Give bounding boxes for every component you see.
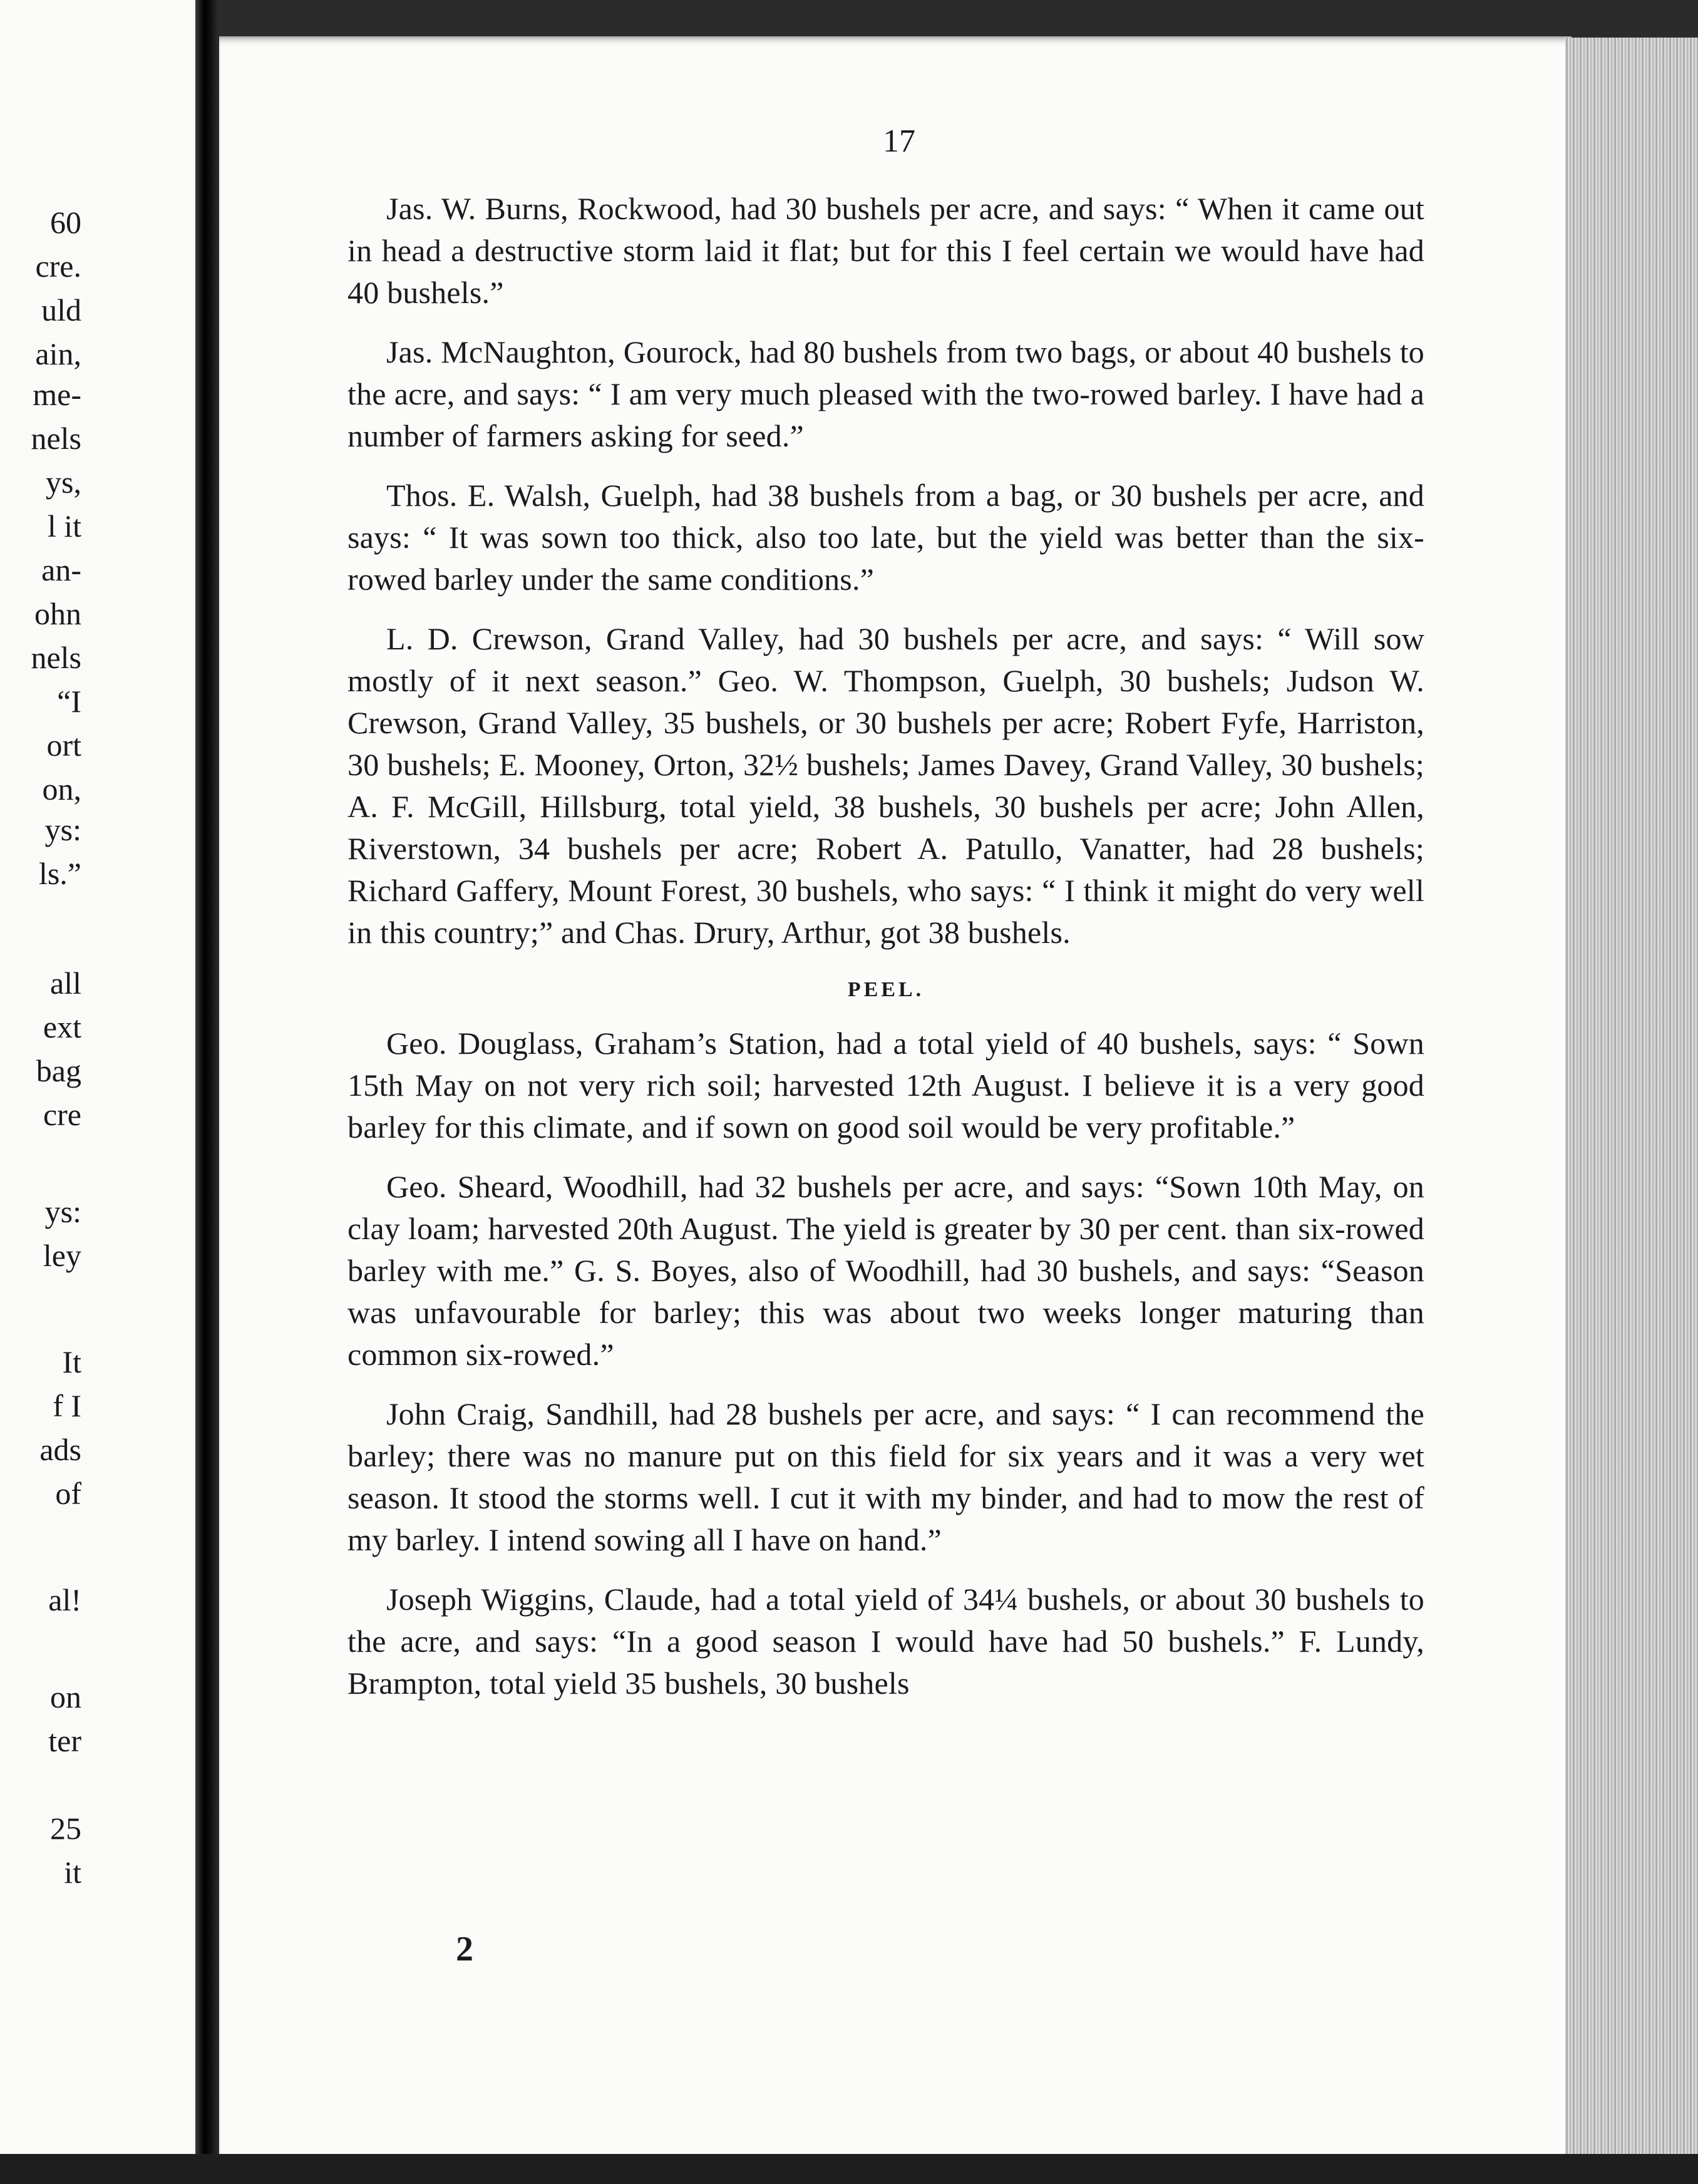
left-page-text-fragment: ain, bbox=[35, 336, 81, 371]
left-page-text-fragment: f I bbox=[53, 1388, 81, 1423]
left-page-text-fragment: “I bbox=[57, 684, 81, 719]
left-page-text-fragment: ys, bbox=[46, 465, 81, 500]
previous-page-fragment bbox=[0, 0, 200, 2184]
left-page-text-fragment: ext bbox=[43, 1009, 81, 1044]
page-text bbox=[347, 188, 1424, 1722]
left-page-text-fragment: ter bbox=[48, 1723, 81, 1758]
left-page-text-fragment: 60 bbox=[50, 205, 81, 240]
left-page-text-fragment: of bbox=[55, 1476, 81, 1511]
left-page-text-fragment: nels bbox=[31, 640, 81, 675]
left-page-text-fragment: ohn bbox=[34, 596, 81, 631]
left-page-text-fragment: It bbox=[62, 1344, 81, 1379]
left-page-text-fragment: it bbox=[64, 1855, 81, 1890]
left-page-text-fragment: an- bbox=[41, 552, 81, 587]
left-page-text-fragment: ort bbox=[46, 728, 81, 763]
book-gutter bbox=[195, 0, 218, 2184]
page-edges bbox=[1565, 38, 1698, 2160]
scan-bottom-edge bbox=[0, 2154, 1698, 2184]
paragraph: Jas. W. Burns, Rockwood, had 30 bushels per acre, and says: “ When it came out in head a destructive storm laid it flat; but for this I feel certain we would have had 40 bushels.” bbox=[347, 191, 1424, 310]
left-page-text-fragment: ys: bbox=[44, 812, 81, 847]
left-page-text-fragment: al! bbox=[48, 1582, 81, 1617]
paragraph: L. D. Crewson, Grand Valley, had 30 bushels per acre, and says: “ Will sow mostly of it next season.” Geo. W. Thompson, Guelph, 30 bushels; Judson W. Crewson, Grand Valley, 35 bushels, or 30 bushels per acre; Robert Fyfe, Harriston, 30 bushels; E. Mooney, Orton, 32½ bushels; James Davey, Grand Valley, 30 bushels; A. F. McGill, Hillsburg, total yield, 38 bushels, 30 bushels per acre; John Allen, Riverstown, 34 bushels per acre; Robert A. Patullo, Vanatter, had 28 bushels; Richard Gaffery, Mount Forest, 30 bushels, who says: “ I think it might do very well in this country;” and Chas. Drury, Arthur, got 38 bushels. bbox=[347, 621, 1424, 950]
left-page-text-fragment: ads bbox=[39, 1432, 81, 1467]
left-page-text-fragment: ys: bbox=[44, 1194, 81, 1229]
left-page-text-fragment: bag bbox=[36, 1053, 81, 1088]
left-page-text-fragment: all bbox=[50, 966, 81, 1001]
left-page-text-fragment: 25 bbox=[50, 1811, 81, 1846]
page-number: 17 bbox=[883, 123, 915, 159]
left-page-text-fragment: cre. bbox=[35, 249, 81, 284]
left-page-text-fragment: uld bbox=[41, 292, 81, 327]
paragraph: Joseph Wiggins, Claude, had a total yield of 34¼ bushels, or about 30 bushels to the acre, and says: “In a good season I would have had 50 bushels.” F. Lundy, Brampton, total yield 35 bushels, 30 bushels bbox=[347, 1582, 1424, 1701]
left-page-text-fragment: l it bbox=[47, 508, 81, 543]
left-page-text-fragment: ls.” bbox=[38, 856, 81, 891]
left-page-text-fragment: nels bbox=[31, 421, 81, 456]
left-page-text-fragment: me- bbox=[33, 377, 81, 412]
paragraph: John Craig, Sandhill, had 28 bushels per acre, and says: “ I can recommend the barley; there was no manure put on this field for six years and it was a very wet season. It stood the storms well. I cut it with my binder, and had to mow the rest of my barley. I intend sowing all I have on hand.” bbox=[347, 1396, 1424, 1557]
paragraph: Thos. E. Walsh, Guelph, had 38 bushels from a bag, or 30 bushels per acre, and says: “ It was sown too thick, also too late, but the yield was better than the six-rowed barley under the same conditions.” bbox=[347, 478, 1424, 597]
signature-mark: 2 bbox=[456, 1930, 473, 1969]
section-heading: PEEL. bbox=[847, 978, 925, 1001]
left-page-text-fragment: cre bbox=[43, 1097, 81, 1132]
paragraph: Jas. McNaughton, Gourock, had 80 bushels from two bags, or about 40 bushels to the acre, and says: “ I am very much pleased with the two-rowed barley. I have had a number of farmers asking for seed.” bbox=[347, 334, 1424, 453]
left-page-text-fragment: ley bbox=[43, 1238, 81, 1273]
left-page-text-fragment: on, bbox=[42, 771, 81, 806]
left-page-text-fragment: on bbox=[50, 1679, 81, 1714]
paragraph: Geo. Douglass, Graham’s Station, had a total yield of 40 bushels, says: “ Sown 15th May on not very rich soil; harvested 12th August. I believe it is a very good barley for this climate, and if sown on good soil would be very profitable.” bbox=[347, 1026, 1424, 1145]
paragraph: Geo. Sheard, Woodhill, had 32 bushels per acre, and says: “Sown 10th May, on clay loam; harvested 20th August. The yield is greater by 30 per cent. than six-rowed barley with me.” G. S. Boyes, also of Woodhill, had 30 bushels, and says: “Season was unfavourable for barley; this was about two weeks longer maturing than common six-rowed.” bbox=[347, 1169, 1424, 1372]
